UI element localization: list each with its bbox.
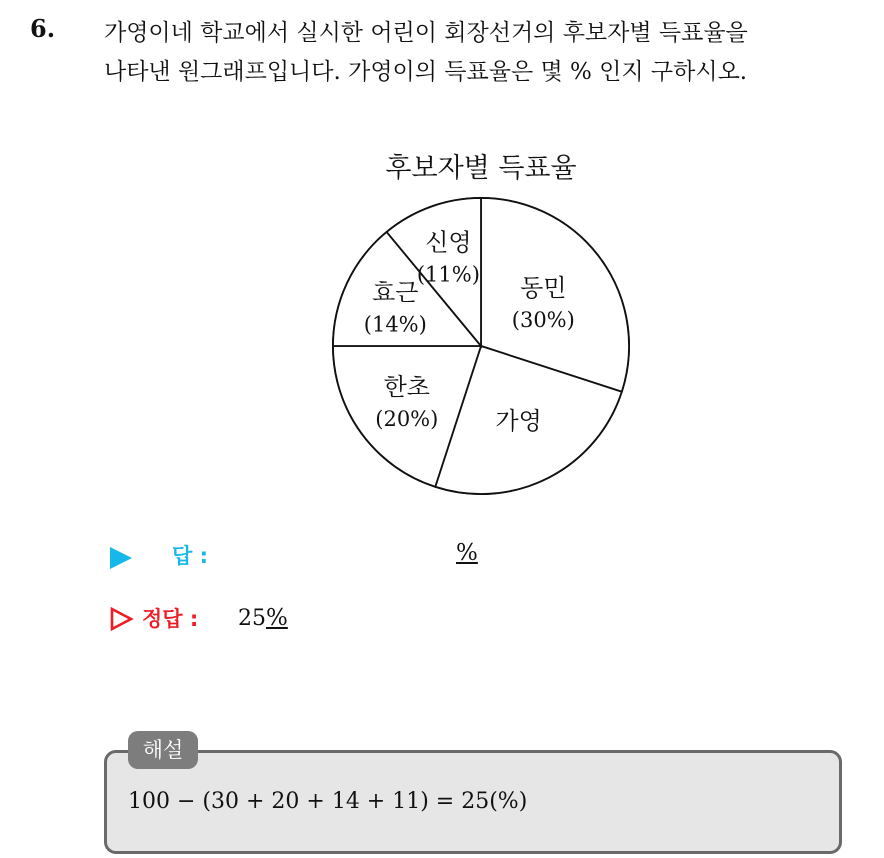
pie-label-percent-1: (30%) <box>511 307 575 332</box>
explanation-tag: 해설 <box>128 731 198 769</box>
question-line-2: 나타낸 원그래프입니다. 가영이의 득표율은 몇 % 인지 구하시오. <box>104 59 748 85</box>
pie-label-percent-5: (11%) <box>416 262 480 287</box>
correct-unit: % <box>266 605 288 631</box>
correct-label: 정답 : <box>142 607 199 631</box>
pie-label-name-1: 동민 <box>520 273 567 302</box>
answer-label: 답 : <box>172 544 208 568</box>
correct-value-wrap <box>238 605 288 631</box>
pie-label-percent-4: (14%) <box>363 312 427 337</box>
correct-value: 25 <box>238 606 266 631</box>
question-line-1: 가영이네 학교에서 실시한 어린이 회장선거의 후보자별 득표율을 <box>104 20 748 46</box>
pie-label-name-4: 효근 <box>372 278 419 307</box>
correct-answer-row <box>110 603 530 637</box>
answer-row <box>110 540 530 574</box>
chart-title: 후보자별 득표율 <box>385 153 577 184</box>
answer-marker-icon <box>110 547 132 569</box>
pie-label-name-2: 가영 <box>495 406 542 435</box>
answer-unit: % <box>456 540 478 566</box>
pie-label-name-5: 신영 <box>425 228 472 257</box>
pie-label-name-3: 한초 <box>383 372 430 401</box>
correct-marker-icon <box>110 607 134 631</box>
pie-label-percent-3: (20%) <box>375 406 439 431</box>
question-number: 6. <box>30 14 56 43</box>
explanation-formula: 100 − (30 + 20 + 14 + 11) = 25(%) <box>128 789 528 814</box>
